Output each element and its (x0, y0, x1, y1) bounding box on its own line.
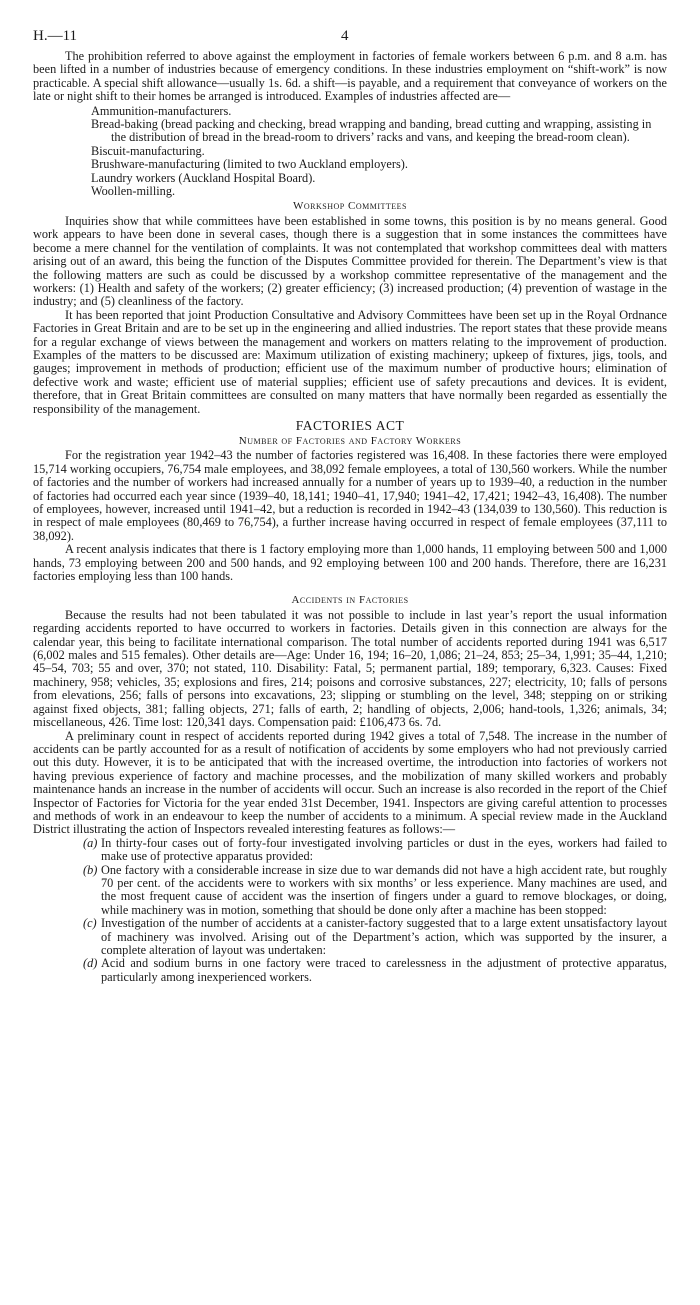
section-heading-workshop-committees: Workshop Committees (293, 200, 407, 213)
page-number: 4 (341, 28, 349, 44)
document-reference: H.—11 (33, 28, 78, 44)
paragraph: Inquiries show that while committees have been established in some towns, this position is by no means general. Good work appears to have been done in several cases, though there is a suggestion that in some instances the committees have become a mere channel for the ventilation of complaints. It was not contemplated that workshop committees deal with matters arising out of an award, this being the function of the Disputes Committee provided for therein. The Department’s view is that the following matters are such as could be discussed by a workshop committee representative of the management and the workers: (1) Health and safety of the workers; (2) greater efficiency; (3) increased production; (4) prevention of wastage in the industry; and (5) cleanliness of the factory. (33, 213, 667, 309)
list-item: Laundry workers (Auckland Hospital Board). (91, 170, 316, 185)
list-item: Brushware-manufacturing (limited to two Auckland employers). (91, 157, 408, 172)
paragraph: It has been reported that joint Production Consultative and Advisory Committees have been set up in the Royal Ordnance Factories in Great Britain and are to be set up in the engineering and allied industries. The report states that these provide means for a regular exchange of views between the management and workers on matters relating to the improvement of production. Examples of the matters to be discussed are: Maximum utilization of existing machinery; upkeep of fixtures, jigs, tools, and gauges; improvement in methods of production; efficient use of the maximum number of productive hours; elimination of defective work and waste; efficient use of material supplies; efficient use of safety precautions and devices. It is evident, therefore, that in Great Britain committees are consulted on many matters that have normally been regarded as essentially the responsibility of the management. (33, 307, 667, 416)
paragraph: A recent analysis indicates that there is 1 factory employing more than 1,000 hands, 11 employing between 500 and 1,000 hands, 73 employing between 200 and 500 hands, and 92 employing between 100 and 200 hands. Therefore, there are 16,231 factories employing less than 100 hands. (33, 542, 667, 584)
page-header (33, 28, 667, 50)
list-item: (c) Investigation of the number of accidents at a canister-factory suggested that to a large extent unsatisfactory layout of machinery was involved. Arising out of the Department’s action, which was supported by the insurer, a complete alteration of layout was undertaken: (83, 916, 667, 957)
list-item: (d) Acid and sodium burns in one factory were traced to carelessness in the adjustment of protective apparatus, particularly among inexperienced workers. (83, 956, 667, 984)
subsection-heading-number-of-factories: Number of Factories and Factory Workers (238, 434, 462, 447)
list-item: Biscuit-manufacturing. (91, 143, 205, 158)
list-item: Woollen-milling. (91, 184, 176, 199)
list-item: Bread-baking (bread packing and checking, bread wrapping and banding, bread cutting and wrapping, assisting in the distribution of bread in the bread-room to drivers’ racks and vans, and keeping the bread-room clean). (91, 117, 652, 145)
list-item: (b) One factory with a considerable increase in size due to war demands did not have a high accident rate, but roughly 70 per cent. of the accidents were to workers with six months’ or less experience. Many machines are used, and the most frequent cause of accident was the insertion of fingers under a guard to remove blockages, or doing, while machinery was in motion, something that should be done only after a machine has been stopped: (83, 862, 667, 917)
paragraph: A preliminary count in respect of accidents reported during 1942 gives a total of 7,548. The increase in the number of accidents can be partly accounted for as a result of notification of accidents by some employers who had not previously carried out this duty. However, it is to be anticipated that with the increased overtime, the introduction into factories of workers not having previous experience of factory and machine processes, and the mobilization of many skilled workers and probably maintenance hands an increase in the number of accidents will occur. Such an increase is also recorded in the report of the Chief Inspector of Factories for Victoria for the year ended 31st December, 1941. Inspectors are giving careful attention to processes and methods of work in an endeavour to keep the number of accidents to a minimum. A special review made in the Auckland District illustrating the action of Inspectors revealed interesting features as follows:— (33, 728, 667, 837)
paragraph: For the registration year 1942–43 the number of factories registered was 16,408. In these factories there were employed 15,714 working occupiers, 76,754 male employees, and 38,092 female employees, a total of 130,560 workers. While the number of factories and the number of workers had increased annually for a number of years up to 1939–40, a reduction in the number of factories had occurred each year since (1939–40, 18,141; 1940–41, 17,940; 1941–42, 17,421; 1942–43, 16,408). The number of employees, however, increased until 1941–42, but a reduction is recorded in 1942–43 (134,039 to 130,560). This reduction is in respect of male employees (80,469 to 76,754), a further increase having occurred in respect of female employees (37,111 to 38,092). (33, 448, 667, 543)
section-heading-factories-act: FACTORIES ACT (295, 417, 405, 433)
list-item: (a) In thirty-four cases out of forty-four investigated involving particles or dust in the eyes, workers had failed to make use of protective apparatus provided: (83, 835, 667, 864)
list-item: Ammunition-manufacturers. (91, 103, 232, 118)
paragraph: Because the results had not been tabulated it was not possible to include in last year’s report the usual information regarding accidents reported to have occurred to workers in factories. Details given in this connection are always for the calendar year, this being to facilitate international comparison. The total number of accidents reported during 1941 was 6,517 (6,002 males and 515 females). Other details are—Age: Under 16, 194; 16–20, 1,086; 21–24, 853; 25–34, 1,991; 35–44, 1,210; 45–54, 703; 55 and over, 370; not stated, 110. Disability: Fatal, 5; permanent partial, 189; temporary, 6,323. Causes: Fixed machinery, 958; vehicles, 35; explosions and fires, 214; poisons and corrosive substances, 227; electricity, 10; falls of persons from elevations, 256; falls of persons into excavations, 23; slipping or stumbling on the level, 348; stepping on or striking against fixed objects, 381; falling objects, 271; falls of earth, 2; handling of objects, 2,006; hand-tools, 1,326; animals, 34; miscellaneous, 426. Time lost: 120,341 days. Compensation paid: £106,473 6s. 7d. (33, 607, 667, 730)
document-page (33, 28, 667, 984)
intro-paragraph: The prohibition referred to above against the employment in factories of female workers between 6 p.m. and 8 a.m. has been lifted in a number of industries because of emergency conditions. In these industries employment on “shift-work” is now practicable. A special shift allowance—usually 1s. 6d. a shift—is payable, and a requirement that conveyance of workers on the late or night shift to their homes be arranged is introduced. Examples of industries affected are— (33, 49, 667, 104)
industries-list (91, 105, 667, 199)
findings-list (83, 837, 667, 984)
subsection-heading-accidents: Accidents in Factories (291, 594, 409, 607)
